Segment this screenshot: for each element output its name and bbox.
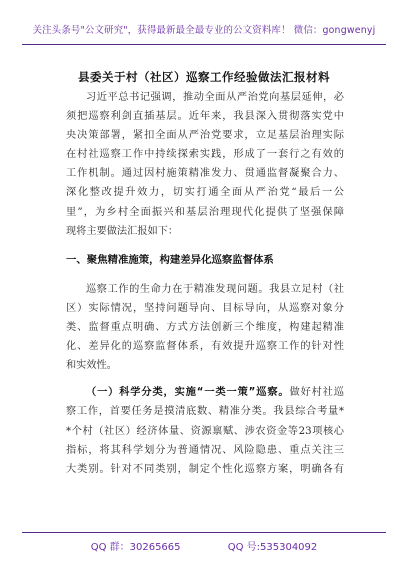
paragraph-line: 类、监督重点明确、方式方法创新三个维度，构建起精准 [66,322,344,334]
paragraph-line: 指标，将其科学划分为普通情况、风险隐患、重点关注三 [66,444,344,456]
subsection-first-line [66,383,344,402]
paragraph-text: 做好村社巡 [289,387,344,399]
footer-divider [22,532,386,533]
paragraph-line: 和实效性。 [66,360,117,372]
footer-qq-number: QQ 号:535304092 [227,542,318,553]
section-heading: 一、聚焦精准施策，构建差异化巡察监督体系 [66,253,274,266]
footer-qq-group: QQ 群：30265665 [90,542,181,553]
document-title: 县委关于村（社区）巡察工作经验做法汇报材料 [78,70,330,84]
paragraph-line: 大类别。针对不同类别，制定个性化巡察方案，明确各有 [66,463,344,475]
paragraph-line: 区）实际情况，坚持问题导向、目标导向，从巡察对象分 [66,302,344,314]
header-banner: 关注头条号"公文研究"，获得最新最全最专业的公文资料库！ 微信：gongwenyj [32,25,376,36]
paragraph-line: 须把巡察利剑直插基层。近年来，我县深入贯彻落实党中 [66,111,344,123]
header-divider [22,44,386,45]
paragraph-line: 深化整改提升效力，切实打通全面从严治党“最后一公 [66,187,344,199]
paragraph-line: 央决策部署，紧扣全面从严治党要求，立足基层治理实际 [66,130,344,142]
document-body [66,88,344,479]
paragraph-line: 里”，为乡村全面振兴和基层治理现代化提供了坚强保障 [66,206,344,218]
paragraph-line: 工作机制。通过因村施策精准发力、贯通监督凝聚合力、 [66,168,344,180]
paragraph-line: 察工作，首要任务是摸清底数、精准分类。我县综合考量* [66,406,344,418]
footer [0,538,408,553]
subsection-heading: （一）科学分类，实施“一类一策”巡察。 [86,387,290,399]
paragraph-line: 在村社巡察工作中持续探索实践，形成了一套行之有效的 [66,149,344,161]
paragraph-line: 巡察工作的生命力在于精准发现问题。我县立足村（社 [86,283,344,295]
paragraph-line: 现将主要做法汇报如下： [66,225,179,237]
paragraph-line: *个村（社区）经济体量、资源禀赋、涉农资金等23项核心 [66,425,344,437]
paragraph-line: 化、差异化的巡察监督体系，有效提升巡察工作的针对性 [66,341,344,353]
paragraph-line: 习近平总书记强调，推动全面从严治党向基层延伸，必 [86,92,344,103]
